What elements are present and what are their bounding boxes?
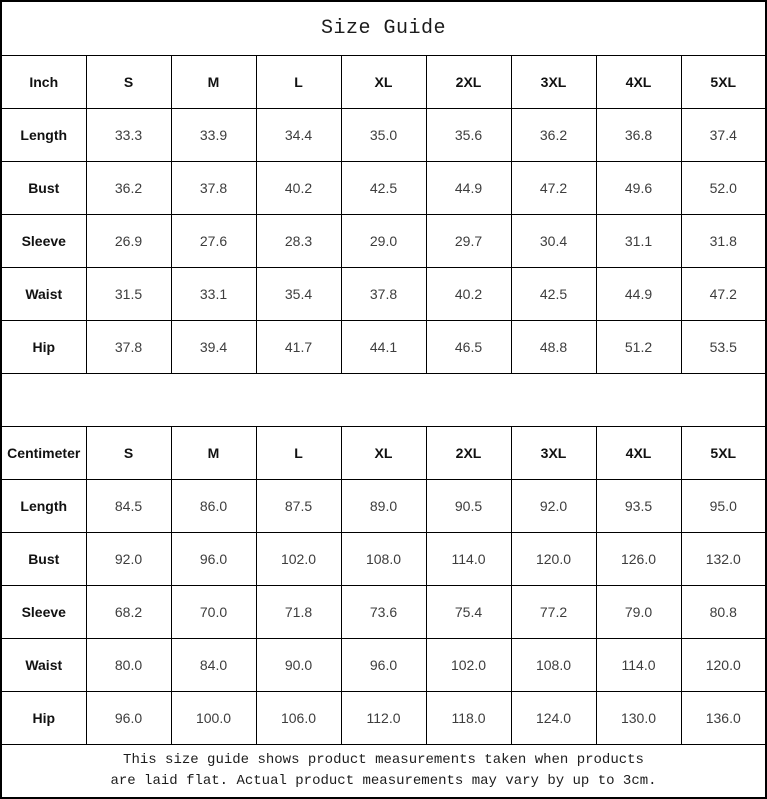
unit-label-centimeter: Centimeter: [1, 426, 86, 479]
measurement-row: [1, 585, 766, 638]
title-row: [1, 1, 766, 55]
title-section: [1, 1, 766, 55]
spacer-section: [1, 373, 766, 426]
measurement-value: 130.0: [596, 691, 681, 744]
size-column-header: 5XL: [681, 55, 766, 108]
measurement-value: 37.4: [681, 108, 766, 161]
measurement-value: 102.0: [256, 532, 341, 585]
measurement-label: Length: [1, 108, 86, 161]
size-column-header: XL: [341, 55, 426, 108]
measurement-value: 96.0: [171, 532, 256, 585]
measurement-label: Length: [1, 479, 86, 532]
measurement-value: 108.0: [341, 532, 426, 585]
measurement-value: 41.7: [256, 320, 341, 373]
measurement-value: 90.5: [426, 479, 511, 532]
measurement-value: 68.2: [86, 585, 171, 638]
size-column-header: 4XL: [596, 55, 681, 108]
size-column-header: M: [171, 426, 256, 479]
measurement-value: 120.0: [511, 532, 596, 585]
measurement-value: 37.8: [341, 267, 426, 320]
footer-note: [1, 744, 766, 798]
size-header-row: [1, 55, 766, 108]
measurement-value: 36.2: [86, 161, 171, 214]
measurement-value: 33.9: [171, 108, 256, 161]
measurement-value: 44.9: [596, 267, 681, 320]
centimeter-section: [1, 426, 766, 744]
measurement-value: 40.2: [426, 267, 511, 320]
measurement-value: 93.5: [596, 479, 681, 532]
measurement-value: 84.0: [171, 638, 256, 691]
size-column-header: XL: [341, 426, 426, 479]
section-spacer: [1, 373, 766, 426]
measurement-value: 84.5: [86, 479, 171, 532]
size-column-header: M: [171, 55, 256, 108]
measurement-value: 46.5: [426, 320, 511, 373]
measurement-value: 96.0: [341, 638, 426, 691]
measurement-value: 28.3: [256, 214, 341, 267]
measurement-value: 132.0: [681, 532, 766, 585]
measurement-value: 108.0: [511, 638, 596, 691]
measurement-value: 79.0: [596, 585, 681, 638]
measurement-value: 90.0: [256, 638, 341, 691]
measurement-label: Waist: [1, 267, 86, 320]
measurement-label: Waist: [1, 638, 86, 691]
measurement-value: 126.0: [596, 532, 681, 585]
size-column-header: 3XL: [511, 55, 596, 108]
measurement-value: 47.2: [681, 267, 766, 320]
measurement-row: [1, 638, 766, 691]
measurement-value: 48.8: [511, 320, 596, 373]
measurement-value: 100.0: [171, 691, 256, 744]
measurement-value: 75.4: [426, 585, 511, 638]
measurement-value: 30.4: [511, 214, 596, 267]
measurement-row: [1, 320, 766, 373]
measurement-value: 35.6: [426, 108, 511, 161]
measurement-label: Sleeve: [1, 585, 86, 638]
measurement-value: 89.0: [341, 479, 426, 532]
measurement-value: 80.8: [681, 585, 766, 638]
size-column-header: 5XL: [681, 426, 766, 479]
measurement-value: 112.0: [341, 691, 426, 744]
measurement-label: Hip: [1, 320, 86, 373]
measurement-row: [1, 479, 766, 532]
size-column-header: L: [256, 426, 341, 479]
measurement-value: 44.1: [341, 320, 426, 373]
size-header-row: [1, 426, 766, 479]
measurement-value: 37.8: [86, 320, 171, 373]
measurement-value: 35.4: [256, 267, 341, 320]
size-column-header: 3XL: [511, 426, 596, 479]
size-column-header: L: [256, 55, 341, 108]
measurement-value: 118.0: [426, 691, 511, 744]
measurement-label: Bust: [1, 532, 86, 585]
measurement-value: 39.4: [171, 320, 256, 373]
measurement-row: [1, 161, 766, 214]
measurement-value: 33.3: [86, 108, 171, 161]
measurement-value: 114.0: [426, 532, 511, 585]
measurement-value: 70.0: [171, 585, 256, 638]
measurement-value: 29.0: [341, 214, 426, 267]
unit-label-inch: Inch: [1, 55, 86, 108]
measurement-value: 26.9: [86, 214, 171, 267]
measurement-value: 73.6: [341, 585, 426, 638]
size-column-header: S: [86, 55, 171, 108]
measurement-value: 87.5: [256, 479, 341, 532]
measurement-row: [1, 214, 766, 267]
footer-note-line-2: are laid flat. Actual product measurements may vary by up to 3cm.: [110, 772, 657, 789]
measurement-value: 95.0: [681, 479, 766, 532]
size-column-header: S: [86, 426, 171, 479]
measurement-value: 42.5: [511, 267, 596, 320]
measurement-value: 33.1: [171, 267, 256, 320]
measurement-value: 53.5: [681, 320, 766, 373]
measurement-label: Bust: [1, 161, 86, 214]
measurement-value: 40.2: [256, 161, 341, 214]
measurement-row: [1, 267, 766, 320]
measurement-value: 120.0: [681, 638, 766, 691]
measurement-value: 86.0: [171, 479, 256, 532]
measurement-value: 114.0: [596, 638, 681, 691]
size-column-header: 4XL: [596, 426, 681, 479]
measurement-label: Sleeve: [1, 214, 86, 267]
measurement-value: 31.5: [86, 267, 171, 320]
measurement-row: [1, 691, 766, 744]
measurement-value: 96.0: [86, 691, 171, 744]
footer-note-line-1: This size guide shows product measurements taken when products: [123, 751, 644, 768]
measurement-value: 52.0: [681, 161, 766, 214]
measurement-value: 49.6: [596, 161, 681, 214]
footer-section: [1, 744, 766, 798]
size-column-header: 2XL: [426, 55, 511, 108]
measurement-value: 136.0: [681, 691, 766, 744]
measurement-value: 31.1: [596, 214, 681, 267]
measurement-value: 36.8: [596, 108, 681, 161]
page-title: Size Guide: [1, 1, 766, 55]
measurement-value: 34.4: [256, 108, 341, 161]
measurement-value: 36.2: [511, 108, 596, 161]
section-spacer-row: [1, 373, 766, 426]
measurement-value: 29.7: [426, 214, 511, 267]
measurement-label: Hip: [1, 691, 86, 744]
measurement-value: 31.8: [681, 214, 766, 267]
measurement-value: 92.0: [511, 479, 596, 532]
measurement-value: 51.2: [596, 320, 681, 373]
measurement-value: 47.2: [511, 161, 596, 214]
measurement-value: 35.0: [341, 108, 426, 161]
measurement-value: 92.0: [86, 532, 171, 585]
measurement-value: 27.6: [171, 214, 256, 267]
measurement-value: 71.8: [256, 585, 341, 638]
measurement-value: 102.0: [426, 638, 511, 691]
measurement-value: 80.0: [86, 638, 171, 691]
inch-section: [1, 55, 766, 373]
measurement-value: 37.8: [171, 161, 256, 214]
size-column-header: 2XL: [426, 426, 511, 479]
measurement-row: [1, 532, 766, 585]
measurement-value: 42.5: [341, 161, 426, 214]
measurement-value: 106.0: [256, 691, 341, 744]
measurement-value: 44.9: [426, 161, 511, 214]
measurement-row: [1, 108, 766, 161]
measurement-value: 77.2: [511, 585, 596, 638]
measurement-value: 124.0: [511, 691, 596, 744]
footer-row: [1, 744, 766, 798]
